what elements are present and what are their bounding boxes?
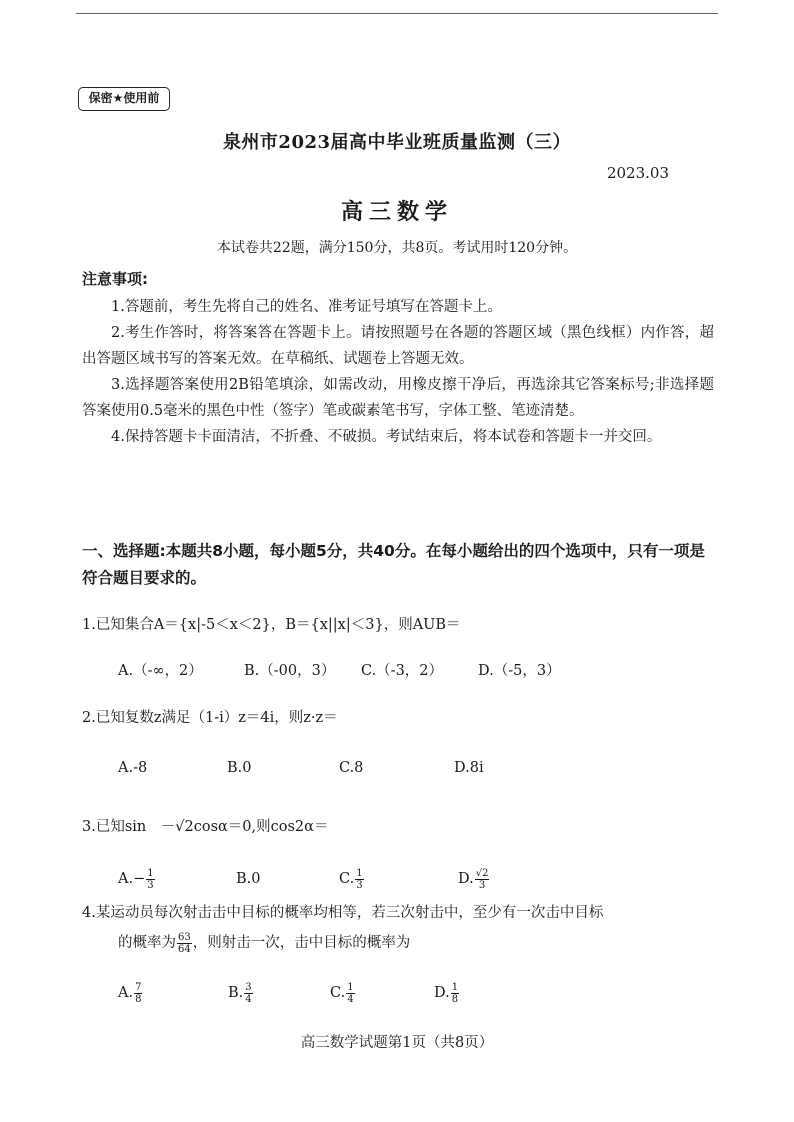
exam-date: 2023.03 [606, 164, 669, 182]
numerator: 1 [347, 981, 354, 993]
option-d [434, 979, 460, 1007]
question-4-stem-continued [118, 930, 714, 956]
denominator: 8 [135, 993, 142, 1005]
fraction [451, 982, 459, 1005]
fraction [244, 982, 252, 1005]
option-d: D.（-5，3） [478, 663, 561, 679]
notes-list [82, 294, 714, 450]
option-prefix: A. [118, 985, 134, 1001]
option-a [118, 979, 143, 1007]
option-prefix: D. [458, 871, 474, 887]
option-a: A.（-∞，2） [118, 663, 203, 679]
option-prefix: C. [330, 985, 346, 1001]
note-item: 4.保持答题卡卡面清洁，不折叠、不破损。考试结束后，将本试卷和答题卡一并交回。 [111, 429, 662, 445]
option-a [118, 865, 156, 893]
denominator: 4 [245, 993, 252, 1005]
denominator: 3 [478, 879, 486, 891]
fraction [177, 932, 192, 955]
option-c: C.（-3，2） [361, 663, 444, 679]
denominator: 4 [347, 993, 354, 1005]
question-2-stem: 2.已知复数z满足（1-i）z＝4i，则z·z＝ [82, 710, 338, 726]
option-b: B.0 [227, 760, 252, 776]
option-prefix: B.0 [236, 871, 261, 887]
numerator: 3 [245, 981, 252, 993]
subject-title: 高三数学 [340, 199, 453, 225]
denominator: 3 [147, 879, 154, 891]
option-d: D.8i [454, 760, 484, 776]
question-4-stem: 4.某运动员每次射击击中目标的概率均相等，若三次射击中，至少有一次击中目标 [82, 905, 604, 921]
confidential-badge: 保密★使用前 [78, 87, 170, 111]
denominator: 8 [451, 993, 459, 1005]
numerator: 1 [147, 867, 154, 879]
fraction [475, 868, 490, 891]
option-b [236, 865, 261, 893]
option-a: A.-8 [118, 760, 148, 776]
exam-title: 泉州市2023届高中毕业班质量监测（三） [222, 132, 572, 153]
top-rule [76, 13, 718, 14]
option-c [330, 979, 356, 1007]
numerator: 1 [356, 867, 363, 879]
section-heading: 一、选择题:本题共8小题，每小题5分，共40分。在每小题给出的四个选项中，只有一项是符合题目要求的。 [82, 542, 705, 587]
question-3-options [118, 865, 718, 893]
option-c [339, 865, 365, 893]
option-d [458, 865, 490, 893]
fraction [146, 868, 154, 891]
fraction [134, 982, 142, 1005]
note-item: 2.考生作答时，将答案答在答题卡上。请按照题号在各题的答题区域（黑色线框）内作答，超出答题区域书写的答案无效。在草稿纸、试题卷上答题无效。 [82, 325, 714, 367]
option-prefix: C. [339, 871, 355, 887]
minus-sign: − [133, 871, 146, 887]
fraction [355, 868, 363, 891]
denominator: 64 [178, 943, 191, 955]
option-b: B.（-00，3） [244, 663, 336, 679]
question-1-options [118, 657, 718, 685]
stem-text: ，则射击一次，击中目标的概率为 [192, 935, 411, 951]
stem-text: 的概率为 [118, 935, 176, 951]
note-item: 3.选择题答案使用2B铅笔填涂，如需改动，用橡皮擦干净后，再选涂其它答案标号;非选择题答案使用0.5毫米的黑色中性（签字）笔或碳素笔书写，字体工整、笔迹清楚。 [82, 377, 714, 419]
option-prefix: A. [118, 871, 134, 887]
note-item: 1.答题前，考生先将自己的姓名、准考证号填写在答题卡上。 [111, 299, 502, 315]
question-1-stem: 1.已知集合A＝{x|-5＜x＜2}，B＝{x||x|＜3}，则AUB＝ [82, 617, 461, 633]
option-prefix: D. [434, 985, 450, 1001]
numerator: 7 [135, 981, 142, 993]
option-b [228, 979, 254, 1007]
exam-info: 本试卷共22题，满分150分，共8页。考试用时120分钟。 [216, 240, 578, 256]
numerator: 1 [451, 981, 459, 993]
numerator: √2 [475, 867, 489, 879]
fraction [346, 982, 354, 1005]
question-3-stem: 3.已知sin －√2cosα＝0,则cos2α＝ [82, 819, 329, 835]
option-prefix: B. [228, 985, 244, 1001]
notes-heading: 注意事项: [82, 270, 148, 288]
option-c: C.8 [339, 760, 364, 776]
question-2-options [118, 754, 718, 782]
question-4-options [118, 979, 718, 1007]
numerator: 63 [178, 931, 191, 943]
page-footer: 高三数学试题第1页（共8页） [300, 1035, 494, 1051]
denominator: 3 [356, 879, 363, 891]
